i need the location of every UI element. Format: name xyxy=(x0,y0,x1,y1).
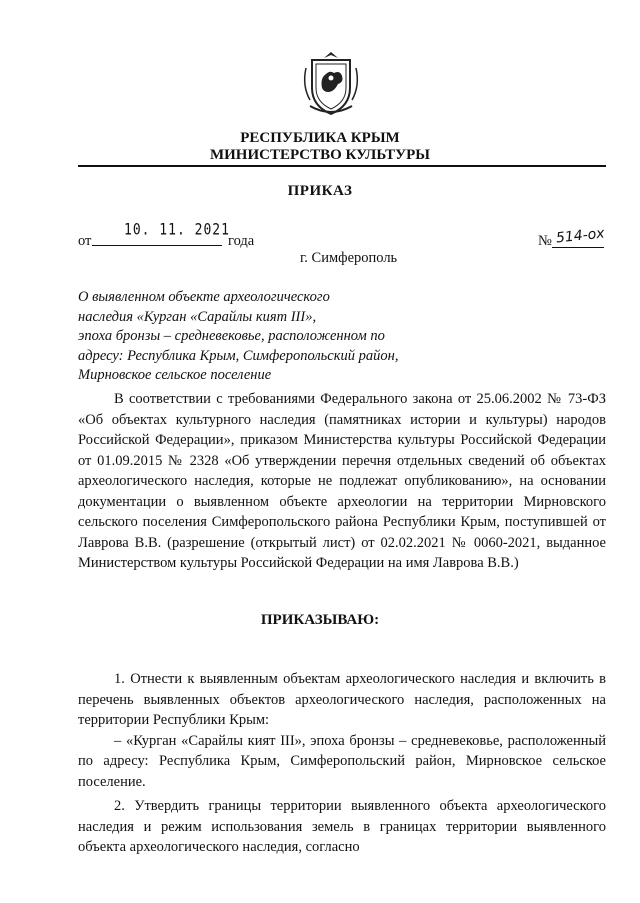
year-label: года xyxy=(228,233,255,249)
number-underline xyxy=(552,247,604,248)
preamble-text: В соответствии с требованиями Федерального закона от 25.06.2002 № 73-ФЗ «Об объектах культурного наследия (памятниках истории и культуры) народов Российской Федерации», приказом Министерства культуры Российской Федерации от 01.09.2015 № 2328 «Об утверждении перечня отдельных сведений об объектах археологического наследия, которые не подлежат опубликованию», на основании документации о выявленном объекте археологии на территории Мирновского сельского поселения Симферопольского района Республики Крым, поступившей от Лаврова В.В. (разрешение (открытый лист) от 02.02.2021 № 0060-2021, выданное Министерством культуры Российской Федерации на имя Лаврова В.В.) xyxy=(78,391,606,571)
republic-heading: РЕСПУБЛИКА КРЫМ xyxy=(240,130,400,146)
crimea-coat-of-arms-icon xyxy=(300,48,362,118)
preamble-paragraph xyxy=(78,389,606,574)
number-label: № xyxy=(538,233,552,249)
order-title: ПРИКАЗ xyxy=(287,183,353,199)
subject-line: О выявленном объекте археологического xyxy=(78,289,330,305)
order-items xyxy=(78,669,606,858)
handwritten-order-number: 514-ох xyxy=(555,225,606,247)
handwritten-date: 10. 11. 2021 xyxy=(124,221,230,240)
order-item-1-sub: – «Курган «Сарайлы кият III», эпоха бронзы – средневековье, расположенный по адресу: Республика Крым, Симферопольский район, Мирновское сельское поселение. xyxy=(78,732,606,790)
city-label: г. Симферополь xyxy=(300,250,398,266)
subject-line: наследия «Курган «Сарайлы кият III», xyxy=(78,308,317,325)
header-divider xyxy=(78,165,606,167)
date-underline xyxy=(92,245,222,246)
subject-line: адресу: Республика Крым, Симферопольский район, xyxy=(78,347,399,364)
order-subject xyxy=(78,288,418,386)
subject-line: Мирновское сельское поселение xyxy=(78,367,272,383)
date-from-label: от xyxy=(78,233,92,249)
order-item-2: 2. Утвердить границы территории выявленного объекта археологического наследия и режим использования земель в границах территории выявленного объекта археологического наследия, согласно xyxy=(78,798,606,855)
subject-line: эпоха бронзы – средневековье, расположенном по xyxy=(78,328,385,344)
order-item-1: 1. Отнести к выявленным объектам археологического наследия и включить в перечень выявленных объектов археологического наследия, расположенных на территории Республики Крым: xyxy=(78,671,606,728)
orders-heading: ПРИКАЗЫВАЮ: xyxy=(260,612,380,628)
ministry-heading: МИНИСТЕРСТВО КУЛЬТУРЫ xyxy=(209,147,431,163)
